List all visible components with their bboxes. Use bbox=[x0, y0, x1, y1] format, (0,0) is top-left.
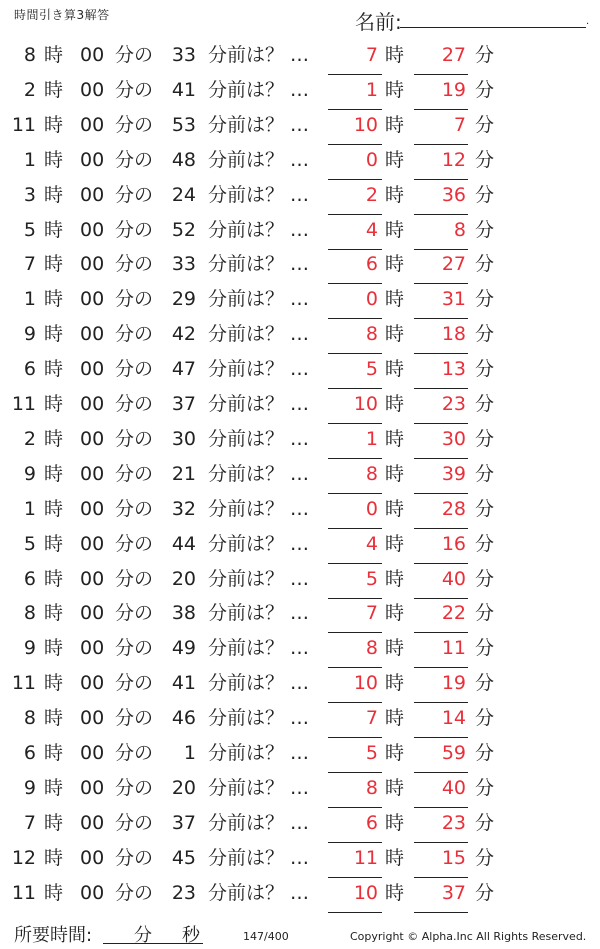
answer-hour-label: 時 bbox=[385, 253, 405, 276]
problem-minutes: 33 bbox=[171, 44, 196, 66]
hour-label: 時 bbox=[44, 427, 64, 450]
hour-label: 時 bbox=[44, 602, 64, 625]
answer-hour: 10 bbox=[353, 393, 378, 415]
hour-label: 時 bbox=[44, 672, 64, 695]
minutes-before-label: 分前は？ … bbox=[208, 253, 310, 276]
problem-row bbox=[0, 38, 600, 72]
minutes-before-label: 分前は？ … bbox=[208, 811, 310, 834]
zero-minutes: 00 bbox=[80, 393, 105, 415]
answer-minutes: 7 bbox=[453, 113, 466, 136]
problem-hour: 1 bbox=[23, 497, 36, 520]
problem-hour: 2 bbox=[23, 78, 36, 101]
hour-label: 時 bbox=[44, 532, 64, 555]
copyright: Copyright © Alpha.Inc All Rights Reserved. bbox=[350, 930, 587, 943]
answer-minutes-underline bbox=[414, 912, 468, 913]
answer-minutes: 19 bbox=[441, 672, 466, 695]
zero-minutes: 00 bbox=[80, 497, 105, 520]
minutes-before-label: 分前は？ … bbox=[208, 881, 310, 904]
minutes-of-label: 分の bbox=[115, 602, 154, 625]
zero-minutes: 00 bbox=[80, 288, 105, 311]
zero-minutes: 00 bbox=[80, 323, 105, 346]
problem-row bbox=[0, 527, 600, 561]
problem-hour: 12 bbox=[11, 846, 36, 869]
problem-hour: 11 bbox=[11, 672, 36, 695]
answer-hour-label: 時 bbox=[385, 602, 405, 625]
hour-label: 時 bbox=[44, 393, 64, 415]
zero-minutes: 00 bbox=[80, 567, 105, 590]
minutes-before-label: 分前は？ … bbox=[208, 218, 310, 241]
problem-row bbox=[0, 806, 600, 840]
answer-hour: 4 bbox=[365, 532, 378, 555]
hour-label: 時 bbox=[44, 113, 64, 136]
minutes-before-label: 分前は？ … bbox=[208, 672, 310, 695]
zero-minutes: 00 bbox=[80, 358, 105, 381]
problem-hour: 5 bbox=[23, 218, 36, 241]
problem-hour: 5 bbox=[23, 532, 36, 555]
minutes-of-label: 分の bbox=[115, 846, 154, 869]
answer-hour-underline bbox=[328, 912, 382, 913]
minutes-of-label: 分の bbox=[115, 811, 154, 834]
problem-row bbox=[0, 736, 600, 770]
answer-hour-label: 時 bbox=[385, 323, 405, 346]
minutes-of-label: 分の bbox=[115, 427, 154, 450]
problem-minutes: 38 bbox=[171, 602, 196, 625]
problem-hour: 8 bbox=[23, 707, 36, 730]
answer-minutes-label: 分 bbox=[475, 637, 495, 660]
minutes-of-label: 分の bbox=[115, 567, 154, 590]
zero-minutes: 00 bbox=[80, 218, 105, 241]
answer-minutes: 23 bbox=[441, 393, 466, 415]
name-field-line[interactable] bbox=[400, 27, 586, 28]
answer-hour: 10 bbox=[353, 672, 378, 695]
answer-hour: 10 bbox=[353, 881, 378, 904]
answer-minutes: 40 bbox=[441, 567, 466, 590]
problem-hour: 8 bbox=[23, 602, 36, 625]
answer-minutes: 12 bbox=[441, 148, 466, 171]
answer-minutes: 40 bbox=[441, 776, 466, 799]
answer-hour: 7 bbox=[365, 44, 378, 66]
minutes-of-label: 分の bbox=[115, 148, 154, 171]
hour-label: 時 bbox=[44, 742, 64, 764]
answer-minutes-label: 分 bbox=[475, 427, 495, 450]
minutes-of-label: 分の bbox=[115, 742, 154, 764]
problem-hour: 6 bbox=[23, 567, 36, 590]
problem-hour: 1 bbox=[23, 288, 36, 311]
answer-hour-label: 時 bbox=[385, 637, 405, 660]
problem-minutes: 32 bbox=[171, 497, 196, 520]
answer-minutes: 27 bbox=[441, 44, 466, 66]
problem-minutes: 45 bbox=[171, 846, 196, 869]
problem-row bbox=[0, 143, 600, 177]
answer-minutes-label: 分 bbox=[475, 742, 495, 764]
problem-minutes: 42 bbox=[171, 323, 196, 346]
problem-hour: 11 bbox=[11, 881, 36, 904]
answer-hour: 2 bbox=[365, 183, 378, 206]
answer-hour: 5 bbox=[365, 567, 378, 590]
hour-label: 時 bbox=[44, 462, 64, 485]
answer-hour-label: 時 bbox=[385, 358, 405, 381]
minutes-of-label: 分の bbox=[115, 672, 154, 695]
problem-row bbox=[0, 876, 600, 910]
minutes-of-label: 分の bbox=[115, 637, 154, 660]
answer-hour-label: 時 bbox=[385, 462, 405, 485]
minutes-before-label: 分前は？ … bbox=[208, 776, 310, 799]
zero-minutes: 00 bbox=[80, 44, 105, 66]
name-label: 名前: bbox=[355, 10, 402, 34]
answer-hour: 1 bbox=[365, 427, 378, 450]
minutes-of-label: 分の bbox=[115, 358, 154, 381]
minutes-before-label: 分前は？ … bbox=[208, 742, 310, 764]
problem-minutes: 41 bbox=[171, 78, 196, 101]
problem-minutes: 52 bbox=[171, 218, 196, 241]
problem-row bbox=[0, 841, 600, 875]
minutes-of-label: 分の bbox=[115, 288, 154, 311]
problem-minutes: 46 bbox=[171, 707, 196, 730]
answer-minutes: 14 bbox=[441, 707, 466, 730]
minutes-before-label: 分前は？ … bbox=[208, 393, 310, 415]
problem-hour: 9 bbox=[23, 323, 36, 346]
problem-row bbox=[0, 282, 600, 316]
minutes-before-label: 分前は？ … bbox=[208, 462, 310, 485]
problem-hour: 11 bbox=[11, 393, 36, 415]
problem-minutes: 30 bbox=[171, 427, 196, 450]
answer-hour: 1 bbox=[365, 78, 378, 101]
problem-row bbox=[0, 771, 600, 805]
problem-row bbox=[0, 701, 600, 735]
minutes-before-label: 分前は？ … bbox=[208, 707, 310, 730]
problem-minutes: 48 bbox=[171, 148, 196, 171]
minutes-of-label: 分の bbox=[115, 183, 154, 206]
problem-row bbox=[0, 492, 600, 526]
minutes-of-label: 分の bbox=[115, 218, 154, 241]
answer-hour: 10 bbox=[353, 113, 378, 136]
problem-minutes: 29 bbox=[171, 288, 196, 311]
problem-hour: 6 bbox=[23, 358, 36, 381]
answer-minutes: 36 bbox=[441, 183, 466, 206]
answer-minutes: 8 bbox=[453, 218, 466, 241]
problem-hour: 6 bbox=[23, 742, 36, 764]
minutes-of-label: 分の bbox=[115, 44, 154, 66]
answer-minutes-label: 分 bbox=[475, 183, 495, 206]
answer-minutes: 37 bbox=[441, 881, 466, 904]
answer-hour-label: 時 bbox=[385, 567, 405, 590]
answer-minutes-label: 分 bbox=[475, 602, 495, 625]
hour-label: 時 bbox=[44, 253, 64, 276]
time-min-label: 分 bbox=[134, 925, 152, 946]
answer-hour: 0 bbox=[365, 148, 378, 171]
hour-label: 時 bbox=[44, 811, 64, 834]
answer-minutes-label: 分 bbox=[475, 323, 495, 346]
answer-minutes: 23 bbox=[441, 811, 466, 834]
zero-minutes: 00 bbox=[80, 602, 105, 625]
answer-minutes-label: 分 bbox=[475, 358, 495, 381]
answer-minutes-label: 分 bbox=[475, 881, 495, 904]
zero-minutes: 00 bbox=[80, 637, 105, 660]
answer-hour-label: 時 bbox=[385, 811, 405, 834]
hour-label: 時 bbox=[44, 567, 64, 590]
answer-minutes: 22 bbox=[441, 602, 466, 625]
answer-minutes-label: 分 bbox=[475, 288, 495, 311]
problem-row bbox=[0, 631, 600, 665]
problem-row bbox=[0, 562, 600, 596]
minutes-before-label: 分前は？ … bbox=[208, 183, 310, 206]
problem-row bbox=[0, 108, 600, 142]
answer-hour: 11 bbox=[353, 846, 378, 869]
answer-hour: 8 bbox=[365, 462, 378, 485]
answer-hour-label: 時 bbox=[385, 532, 405, 555]
problem-minutes: 23 bbox=[171, 881, 196, 904]
problem-row bbox=[0, 352, 600, 386]
name-end-dot: . bbox=[586, 16, 590, 27]
zero-minutes: 00 bbox=[80, 113, 105, 136]
answer-hour-label: 時 bbox=[385, 288, 405, 311]
answer-hour: 5 bbox=[365, 742, 378, 764]
problem-minutes: 49 bbox=[171, 637, 196, 660]
answer-hour-label: 時 bbox=[385, 672, 405, 695]
zero-minutes: 00 bbox=[80, 462, 105, 485]
minutes-of-label: 分の bbox=[115, 881, 154, 904]
problem-minutes: 37 bbox=[171, 811, 196, 834]
minutes-before-label: 分前は？ … bbox=[208, 358, 310, 381]
answer-hour-label: 時 bbox=[385, 427, 405, 450]
hour-label: 時 bbox=[44, 218, 64, 241]
answer-minutes-label: 分 bbox=[475, 218, 495, 241]
problem-minutes: 41 bbox=[171, 672, 196, 695]
problem-hour: 2 bbox=[23, 427, 36, 450]
problem-hour: 11 bbox=[11, 113, 36, 136]
answer-hour-label: 時 bbox=[385, 846, 405, 869]
answer-minutes: 11 bbox=[441, 637, 466, 660]
hour-label: 時 bbox=[44, 497, 64, 520]
answer-hour: 6 bbox=[365, 253, 378, 276]
answer-hour: 7 bbox=[365, 707, 378, 730]
hour-label: 時 bbox=[44, 183, 64, 206]
page-number: 147/400 bbox=[243, 930, 289, 943]
zero-minutes: 00 bbox=[80, 707, 105, 730]
answer-hour-label: 時 bbox=[385, 78, 405, 101]
minutes-before-label: 分前は？ … bbox=[208, 78, 310, 101]
problem-hour: 7 bbox=[23, 811, 36, 834]
minutes-before-label: 分前は？ … bbox=[208, 602, 310, 625]
answer-minutes: 27 bbox=[441, 253, 466, 276]
zero-minutes: 00 bbox=[80, 881, 105, 904]
problem-minutes: 21 bbox=[171, 462, 196, 485]
problem-minutes: 1 bbox=[183, 742, 196, 764]
answer-minutes-label: 分 bbox=[475, 497, 495, 520]
minutes-before-label: 分前は？ … bbox=[208, 427, 310, 450]
minutes-of-label: 分の bbox=[115, 532, 154, 555]
answer-hour-label: 時 bbox=[385, 44, 405, 66]
minutes-of-label: 分の bbox=[115, 707, 154, 730]
answer-minutes: 16 bbox=[441, 532, 466, 555]
answer-minutes: 31 bbox=[441, 288, 466, 311]
problem-minutes: 37 bbox=[171, 393, 196, 415]
answer-hour-label: 時 bbox=[385, 183, 405, 206]
answer-hour-label: 時 bbox=[385, 218, 405, 241]
answer-minutes-label: 分 bbox=[475, 707, 495, 730]
answer-hour-label: 時 bbox=[385, 707, 405, 730]
zero-minutes: 00 bbox=[80, 148, 105, 171]
time-sec-label: 秒 bbox=[182, 925, 200, 946]
answer-minutes-label: 分 bbox=[475, 393, 495, 415]
minutes-of-label: 分の bbox=[115, 253, 154, 276]
answer-minutes-label: 分 bbox=[475, 567, 495, 590]
answer-hour-label: 時 bbox=[385, 497, 405, 520]
problem-minutes: 33 bbox=[171, 253, 196, 276]
problem-row bbox=[0, 422, 600, 456]
problem-minutes: 20 bbox=[171, 776, 196, 799]
minutes-before-label: 分前は？ … bbox=[208, 846, 310, 869]
answer-minutes: 19 bbox=[441, 78, 466, 101]
answer-minutes-label: 分 bbox=[475, 113, 495, 136]
answer-hour-label: 時 bbox=[385, 881, 405, 904]
answer-minutes-label: 分 bbox=[475, 44, 495, 66]
problem-minutes: 47 bbox=[171, 358, 196, 381]
minutes-of-label: 分の bbox=[115, 462, 154, 485]
problem-hour: 9 bbox=[23, 776, 36, 799]
answer-minutes-label: 分 bbox=[475, 846, 495, 869]
minutes-before-label: 分前は？ … bbox=[208, 637, 310, 660]
answer-hour: 8 bbox=[365, 323, 378, 346]
minutes-of-label: 分の bbox=[115, 497, 154, 520]
hour-label: 時 bbox=[44, 78, 64, 101]
zero-minutes: 00 bbox=[80, 672, 105, 695]
problem-hour: 9 bbox=[23, 637, 36, 660]
time-required-label: 所要時間: bbox=[14, 925, 93, 946]
problem-row bbox=[0, 317, 600, 351]
problem-row bbox=[0, 178, 600, 212]
answer-minutes-label: 分 bbox=[475, 462, 495, 485]
problem-hour: 8 bbox=[23, 44, 36, 66]
answer-hour-label: 時 bbox=[385, 776, 405, 799]
zero-minutes: 00 bbox=[80, 78, 105, 101]
problem-row bbox=[0, 666, 600, 700]
zero-minutes: 00 bbox=[80, 742, 105, 764]
answer-minutes: 39 bbox=[441, 462, 466, 485]
answer-minutes: 13 bbox=[441, 358, 466, 381]
minutes-of-label: 分の bbox=[115, 393, 154, 415]
minutes-of-label: 分の bbox=[115, 78, 154, 101]
answer-minutes: 18 bbox=[441, 323, 466, 346]
problem-row bbox=[0, 457, 600, 491]
answer-minutes: 30 bbox=[441, 427, 466, 450]
minutes-of-label: 分の bbox=[115, 323, 154, 346]
problem-minutes: 44 bbox=[171, 532, 196, 555]
hour-label: 時 bbox=[44, 637, 64, 660]
worksheet-title: 時間引き算3解答 bbox=[14, 8, 110, 22]
answer-minutes-label: 分 bbox=[475, 811, 495, 834]
answer-hour-label: 時 bbox=[385, 113, 405, 136]
problem-minutes: 24 bbox=[171, 183, 196, 206]
answer-hour: 8 bbox=[365, 637, 378, 660]
minutes-before-label: 分前は？ … bbox=[208, 323, 310, 346]
problem-row bbox=[0, 596, 600, 630]
answer-hour: 5 bbox=[365, 358, 378, 381]
problem-hour: 3 bbox=[23, 183, 36, 206]
problem-hour: 9 bbox=[23, 462, 36, 485]
answer-minutes: 28 bbox=[441, 497, 466, 520]
zero-minutes: 00 bbox=[80, 776, 105, 799]
answer-hour: 0 bbox=[365, 497, 378, 520]
hour-label: 時 bbox=[44, 288, 64, 311]
answer-hour-label: 時 bbox=[385, 148, 405, 171]
problem-row bbox=[0, 73, 600, 107]
hour-label: 時 bbox=[44, 148, 64, 171]
answer-hour-label: 時 bbox=[385, 742, 405, 764]
answer-hour: 6 bbox=[365, 811, 378, 834]
hour-label: 時 bbox=[44, 846, 64, 869]
problem-minutes: 53 bbox=[171, 113, 196, 136]
answer-minutes-label: 分 bbox=[475, 776, 495, 799]
answer-minutes-label: 分 bbox=[475, 532, 495, 555]
answer-minutes: 15 bbox=[441, 846, 466, 869]
answer-hour: 0 bbox=[365, 288, 378, 311]
problem-row bbox=[0, 213, 600, 247]
hour-label: 時 bbox=[44, 881, 64, 904]
answer-minutes-label: 分 bbox=[475, 253, 495, 276]
zero-minutes: 00 bbox=[80, 253, 105, 276]
minutes-of-label: 分の bbox=[115, 113, 154, 136]
problem-row bbox=[0, 387, 600, 421]
hour-label: 時 bbox=[44, 44, 64, 66]
minutes-before-label: 分前は？ … bbox=[208, 497, 310, 520]
problem-minutes: 20 bbox=[171, 567, 196, 590]
minutes-before-label: 分前は？ … bbox=[208, 113, 310, 136]
answer-hour: 4 bbox=[365, 218, 378, 241]
minutes-before-label: 分前は？ … bbox=[208, 567, 310, 590]
zero-minutes: 00 bbox=[80, 183, 105, 206]
answer-minutes: 59 bbox=[441, 742, 466, 764]
zero-minutes: 00 bbox=[80, 532, 105, 555]
zero-minutes: 00 bbox=[80, 811, 105, 834]
minutes-before-label: 分前は？ … bbox=[208, 532, 310, 555]
answer-hour: 8 bbox=[365, 776, 378, 799]
answer-hour-label: 時 bbox=[385, 393, 405, 415]
minutes-of-label: 分の bbox=[115, 776, 154, 799]
zero-minutes: 00 bbox=[80, 846, 105, 869]
problem-row bbox=[0, 247, 600, 281]
answer-minutes-label: 分 bbox=[475, 78, 495, 101]
answer-minutes-label: 分 bbox=[475, 672, 495, 695]
problem-hour: 7 bbox=[23, 253, 36, 276]
hour-label: 時 bbox=[44, 323, 64, 346]
hour-label: 時 bbox=[44, 707, 64, 730]
zero-minutes: 00 bbox=[80, 427, 105, 450]
problem-hour: 1 bbox=[23, 148, 36, 171]
answer-minutes-label: 分 bbox=[475, 148, 495, 171]
minutes-before-label: 分前は？ … bbox=[208, 288, 310, 311]
answer-hour: 7 bbox=[365, 602, 378, 625]
hour-label: 時 bbox=[44, 776, 64, 799]
hour-label: 時 bbox=[44, 358, 64, 381]
minutes-before-label: 分前は？ … bbox=[208, 148, 310, 171]
minutes-before-label: 分前は？ … bbox=[208, 44, 310, 66]
